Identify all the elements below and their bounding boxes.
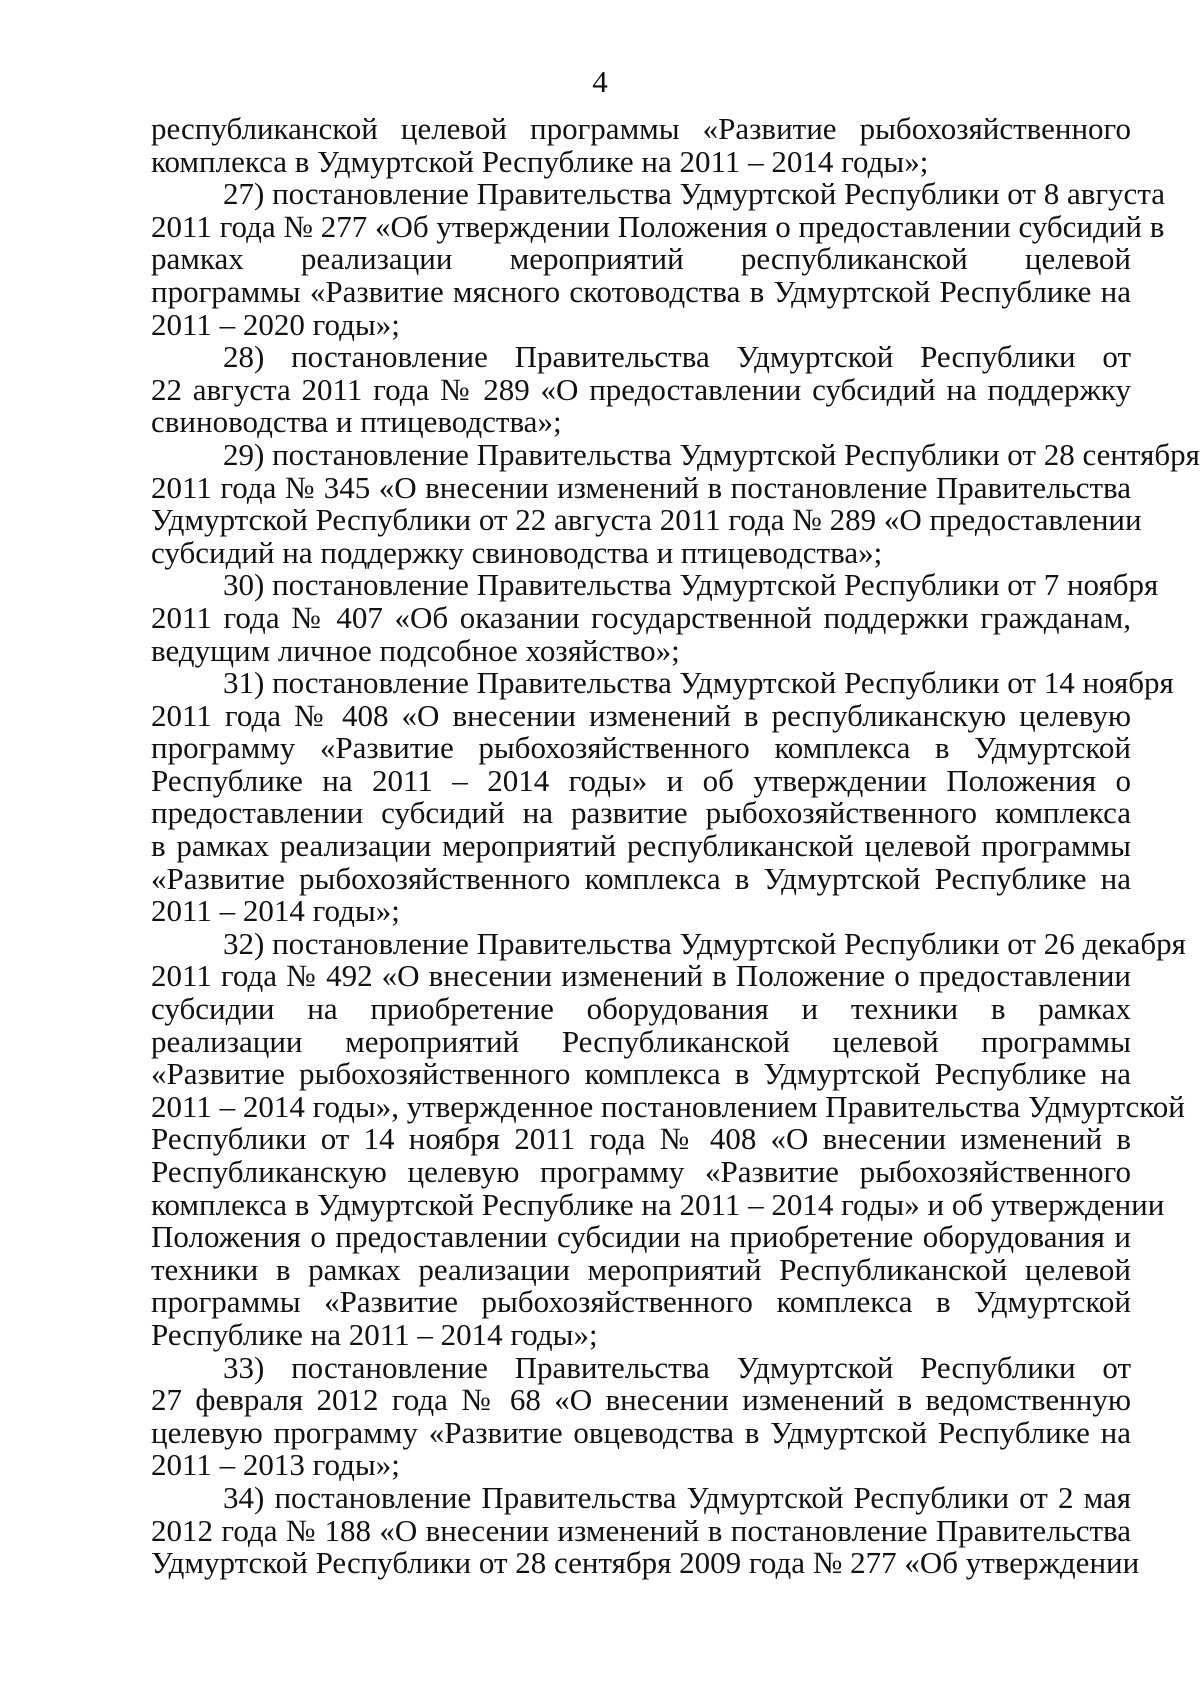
text-line: 27 февраля 2012 года № 68 «О внесении изменений в ведомственную [151, 1382, 1131, 1418]
text-line: 2011 – 2014 годы»; [151, 893, 400, 929]
text-line: реализации мероприятий Республиканской целевой программы [151, 1023, 1131, 1059]
text-line: Удмуртской Республики от 22 августа 2011 года № 289 «О предоставлении [151, 502, 1142, 538]
text-line: 34) постановление Правительства Удмуртской Республики от 2 мая [223, 1479, 1131, 1515]
text-line: Республике на 2011 – 2014 годы» и об утверждении Положения о [151, 762, 1131, 798]
text-line: 30) постановление Правительства Удмуртской Республики от 7 ноября [223, 567, 1159, 603]
text-line: комплекса в Удмуртской Республике на 2011 – 2014 годы» и об утверждении [151, 1186, 1165, 1222]
text-line: программы «Развитие мясного скотоводства в Удмуртской Республике на [151, 273, 1131, 309]
text-line: 31) постановление Правительства Удмуртской Республики от 14 ноября [223, 665, 1174, 701]
text-line: 2011 года № 345 «О внесении изменений в постановление Правительства [151, 469, 1131, 505]
text-line: предоставлении субсидий на развитие рыбохозяйственного комплекса [151, 795, 1131, 831]
text-line: 27) постановление Правительства Удмуртской Республики от 8 августа [223, 176, 1166, 212]
text-line: республиканской целевой программы «Развитие рыбохозяйственного [151, 111, 1131, 146]
text-line: 2011 – 2014 годы», утвержденное постановлением Правительства Удмуртской [151, 1088, 1185, 1124]
text-line: рамках реализации мероприятий республиканской целевой [151, 241, 1131, 277]
text-line: комплекса в Удмуртской Республике на 2011 – 2014 годы»; [151, 143, 929, 179]
text-line: Республики от 14 ноября 2011 года № 408 «О внесении изменений в [151, 1121, 1131, 1157]
text-line: «Развитие рыбохозяйственного комплекса в Удмуртской Республике на [151, 1056, 1131, 1092]
text-line: техники в рамках реализации мероприятий Республиканской целевой [151, 1251, 1131, 1287]
text-line: 2011 – 2013 годы»; [151, 1447, 400, 1483]
text-line: «Развитие рыбохозяйственного комплекса в Удмуртской Республике на [151, 860, 1131, 896]
text-line: 32) постановление Правительства Удмуртской Республики от 26 декабря [223, 925, 1186, 961]
text-line: в рамках реализации мероприятий республиканской целевой программы [151, 828, 1131, 864]
text-line: свиноводства и птицеводства»; [151, 404, 562, 440]
text-line: целевую программу «Развитие овцеводства в Удмуртской Республике на [151, 1414, 1131, 1450]
text-line: Республике на 2011 – 2014 годы»; [151, 1316, 598, 1352]
text-line: 33) постановление Правительства Удмуртской Республики от [223, 1349, 1131, 1385]
document-body [151, 111, 1200, 1581]
text-line: субсидий на поддержку свиноводства и птицеводства»; [151, 534, 883, 570]
text-line: субсидии на приобретение оборудования и техники в рамках [151, 991, 1131, 1027]
text-line: ведущим личное подсобное хозяйство»; [151, 632, 680, 668]
text-line: Республиканскую целевую программу «Развитие рыбохозяйственного [151, 1154, 1131, 1189]
text-line: Удмуртской Республики от 28 сентября 2009 года № 277 «Об утверждении [151, 1545, 1140, 1581]
text-line: 2011 года № 492 «О внесении изменений в Положение о предоставлении [151, 958, 1131, 994]
text-line: 2011 года № 407 «Об оказании государственной поддержки гражданам, [151, 599, 1131, 635]
text-line: 2011 – 2020 годы»; [151, 306, 400, 342]
text-line: 28) постановление Правительства Удмуртской Республики от [223, 339, 1131, 375]
text-line: 2012 года № 188 «О внесении изменений в постановление Правительства [151, 1512, 1131, 1548]
text-line: 2011 года № 277 «Об утверждении Положения о предоставлении субсидий в [151, 208, 1165, 244]
page-number: 4 [592, 64, 608, 99]
text-line: программы «Развитие рыбохозяйственного комплекса в Удмуртской [151, 1284, 1131, 1320]
text-line: 22 августа 2011 года № 289 «О предоставлении субсидий на поддержку [151, 371, 1131, 407]
text-line: 2011 года № 408 «О внесении изменений в республиканскую целевую [151, 697, 1131, 733]
text-line: Положения о предоставлении субсидии на приобретение оборудования и [151, 1219, 1131, 1255]
text-line: программу «Развитие рыбохозяйственного комплекса в Удмуртской [151, 730, 1131, 766]
text-line: 29) постановление Правительства Удмуртской Республики от 28 сентября [223, 436, 1200, 472]
